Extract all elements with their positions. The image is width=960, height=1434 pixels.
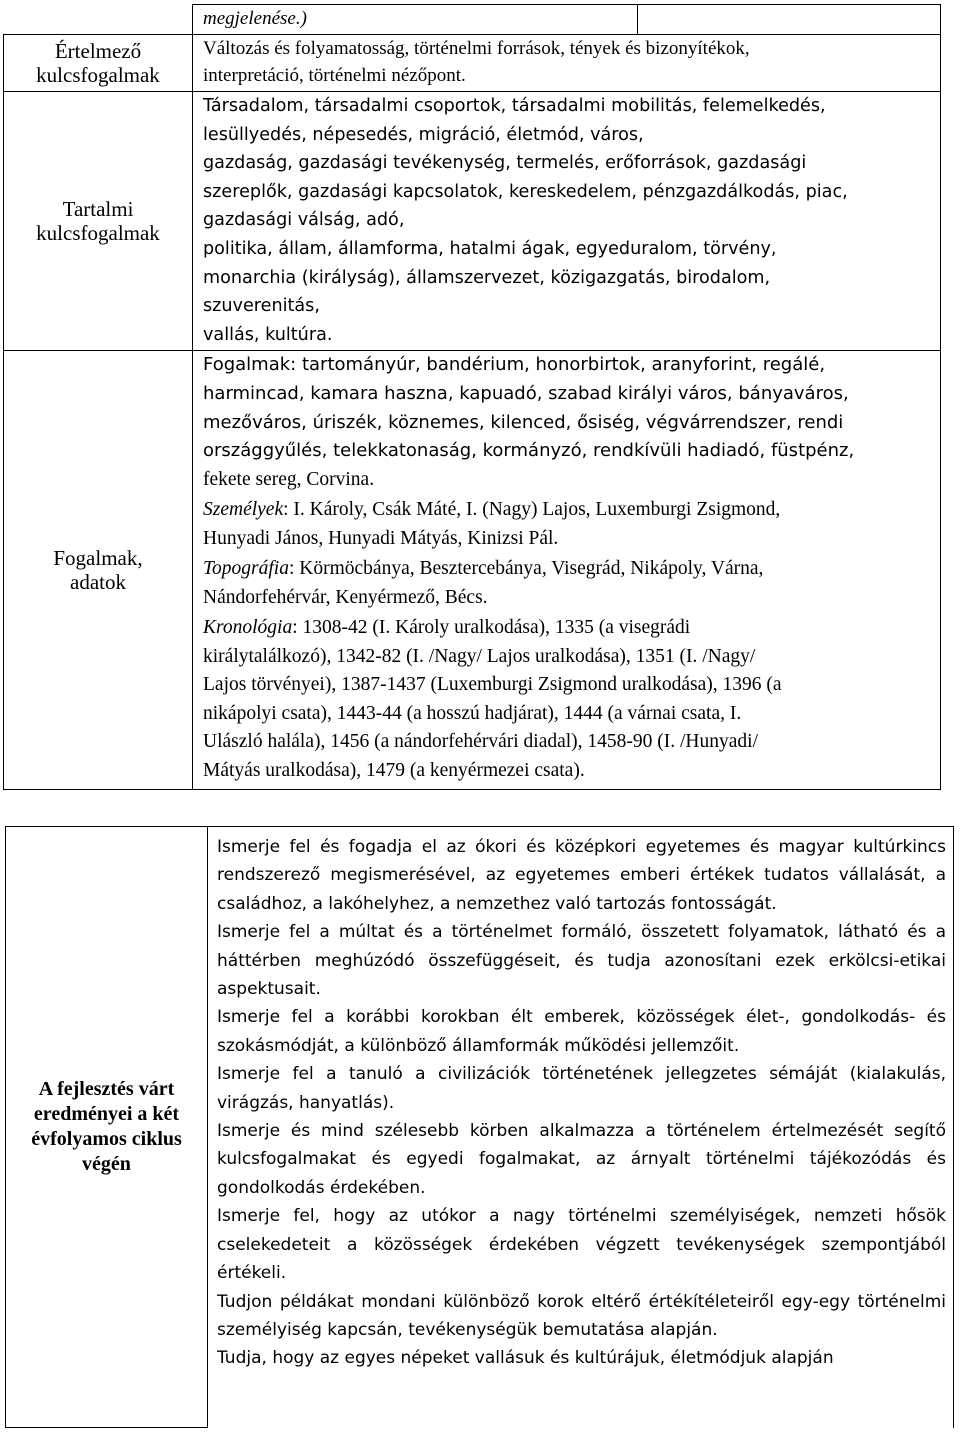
table-row-eredmenyek — [6, 827, 954, 1428]
fogalmak-last-line: fekete sereg, Corvina. — [203, 468, 375, 490]
empty-label-cell — [4, 5, 193, 35]
table-row-fragment — [4, 5, 941, 35]
content-eredmenyek — [208, 827, 954, 1428]
szemelyek-block: Személyek: I. Károly, Csák Máté, I. (Nagy) Lajos, Luxemburgi Zsigmond, Hunyadi János, Hunyadi Mátyás, Kinizsi Pál. — [203, 499, 781, 549]
kronologia-label: Kronológia — [203, 617, 293, 639]
fragment-cell — [193, 5, 638, 35]
kronologia-block: Kronológia: 1308-42 (I. Károly uralkodása), 1335 (a visegrádi királytalálkozó), 1342-82 (I. /Nagy/ Lajos uralkodása), 1351 (I. /Nagy/ Lajos törvényei), 1387-1437 (Luxemburgi Zsigmond uralkodása), 1396 (a nikápolyi csata), 1443-44 (a hosszú hadjárat), 1444 (a várnai csata, I. Ulászló halála), 1456 (a nándorfehérvári diadal), 1458-90 (I. /Hunyadi/ Mátyás uralkodása), 1479 (a kenyérmezei csata). — [203, 617, 782, 781]
content-fogalmak — [193, 351, 941, 790]
table-row-ertelmezo — [4, 35, 941, 92]
content-tartalmi: Társadalom, társadalmi csoportok, társadalmi mobilitás, felemelkedés, lesüllyedés, népesedés, migráció, életmód, város, gazdaság, gazdasági tevékenység, termelés, erőforrások, gazdasági szereplők, gazdasági kapcsolatok, kereskedelem, pénzgazdálkodás, piac, gazdasági válság, adó, politika, állam, államforma, hatalmi ágak, egyeduralom, törvény, monarchia (királyság), államszervezet, közigazgatás, birodalom, szuverenitás, vallás, kultúra. — [193, 92, 941, 351]
paragraph: Ismerje és mind szélesebb körben alkalmazza a történelem értelmezését segítő kulcsfogalmakat és egyedi fogalmakat, az árnyalt történelmi tájékozódás és gondolkodás érdekében. — [217, 1121, 946, 1198]
paragraph: Ismerje fel a tanuló a civilizációk történetének jellegzetes sémáját (kialakulás, virágzás, hanyatlás). — [217, 1064, 946, 1113]
content-ertelmezo: Változás és folyamatosság, történelmi források, tények és bizonyítékok, interpretáció, történelmi nézőpont. — [193, 35, 941, 92]
paragraph: Ismerje fel és fogadja el az ókori és középkori egyetemes és magyar kultúrkincs rendszerező megismerésével, az egyetemes emberi értékek tudatos vállalását, a családhoz, a lakóhelyhez, a nemzethez való tartozás fontosságát. — [217, 837, 946, 914]
paragraph: Ismerje fel, hogy az utókor a nagy történelmi személyiségek, nemzeti hősök cselekedeteit a közösségek érdekében végzett tevékenységek szempontjából értékeli. — [217, 1206, 946, 1284]
paragraph: Tudjon példákat mondani különböző korok eltérő értékítéleteiről egy-egy történelmi személyiség kapcsán, tevékenységük bemutatása alapján. — [217, 1291, 946, 1340]
topografia-label: Topográfia — [203, 558, 289, 580]
szemelyek-label: Személyek — [203, 499, 284, 521]
table-row-fogalmak — [4, 351, 941, 790]
table-row-tartalmi — [4, 92, 941, 351]
curriculum-table-top — [3, 4, 941, 790]
empty-cell — [638, 5, 941, 35]
label-eredmenyek: A fejlesztés várt eredményei a két évfolyamos ciklus végén — [6, 827, 208, 1428]
label-ertelmezo: Értelmező kulcsfogalmak — [4, 35, 193, 92]
topografia-block: Topográfia: Körmöcbánya, Besztercebánya, Visegrád, Nikápoly, Várna, Nándorfehérvár, Kenyérmező, Bécs. — [203, 558, 764, 608]
label-tartalmi: Tartalmi kulcsfogalmak — [4, 92, 193, 351]
curriculum-table-bottom — [5, 826, 954, 1428]
fragment-text: megjelenése.) — [203, 8, 307, 29]
paragraph-cut: Tudja, hogy az egyes népeket vallásuk és kultúrájuk, életmódjuk alapján — [217, 1348, 834, 1369]
paragraph: Ismerje fel a korábbi korokban élt emberek, közösségek élet-, gondolkodás- és szokásmódját, a különböző államformák működési jellemzőit. — [217, 1007, 946, 1056]
fogalmak-block: Fogalmak: tartományúr, bandérium, honorbirtok, aranyforint, regálé, harmincad, kamara haszna, kapuadó, szabad királyi város, bányaváros, mezőváros, úriszék, köznemes, kilenced, ősiség, végvárrendszer, rendi országgyűlés, telekkatonaság, kormányzó, rendkívüli hadiadó, füstpénz, — [203, 354, 855, 462]
label-fogalmak: Fogalmak, adatok — [4, 351, 193, 790]
paragraph: Ismerje fel a múltat és a történelmet formáló, összetett folyamatok, látható és a háttérben meghúzódó összefüggéseit, és tudja azonosítani ezek erkölcsi-etikai aspektusait. — [217, 922, 946, 1000]
